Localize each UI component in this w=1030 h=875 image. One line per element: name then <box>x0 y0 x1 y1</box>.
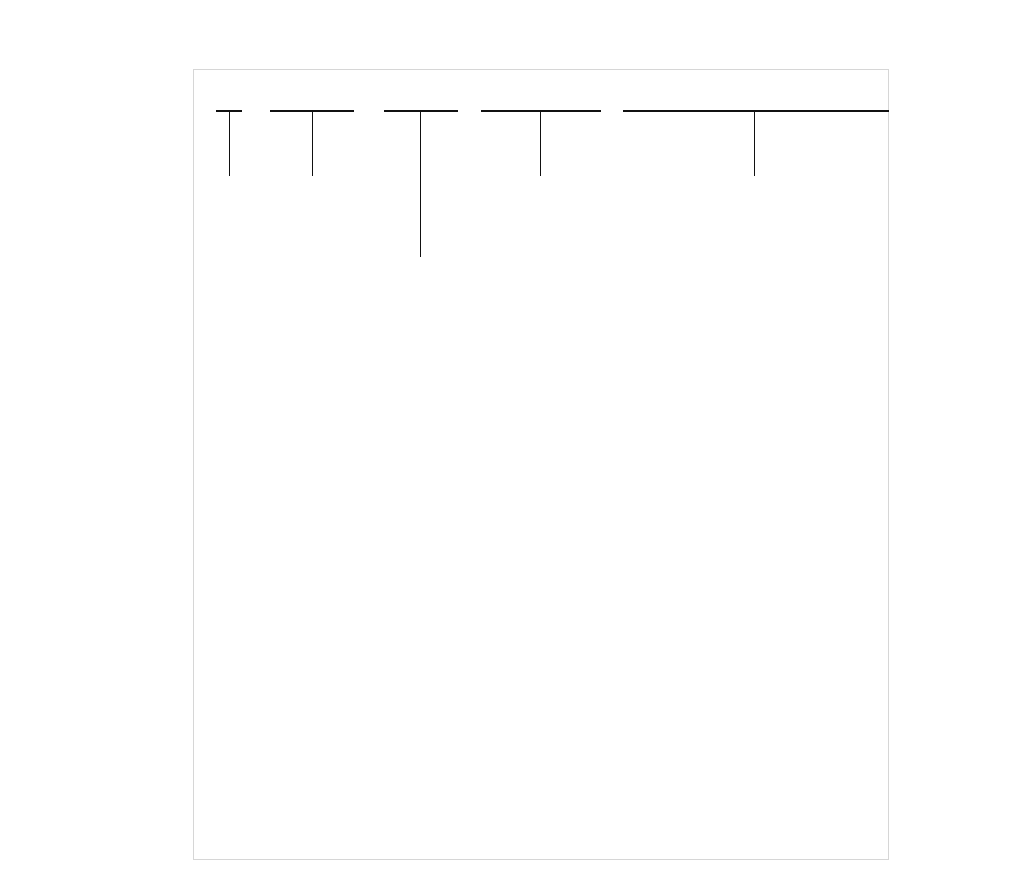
leader-date <box>420 111 421 257</box>
leader-snc <box>312 111 313 176</box>
bracket-date <box>384 110 458 112</box>
leader-siemens <box>229 111 230 176</box>
diagram-frame <box>193 69 889 860</box>
bracket-serial-no <box>623 110 889 112</box>
leader-serial-no <box>754 111 755 176</box>
leader-type-id <box>540 111 541 176</box>
bracket-type-id <box>481 110 601 112</box>
